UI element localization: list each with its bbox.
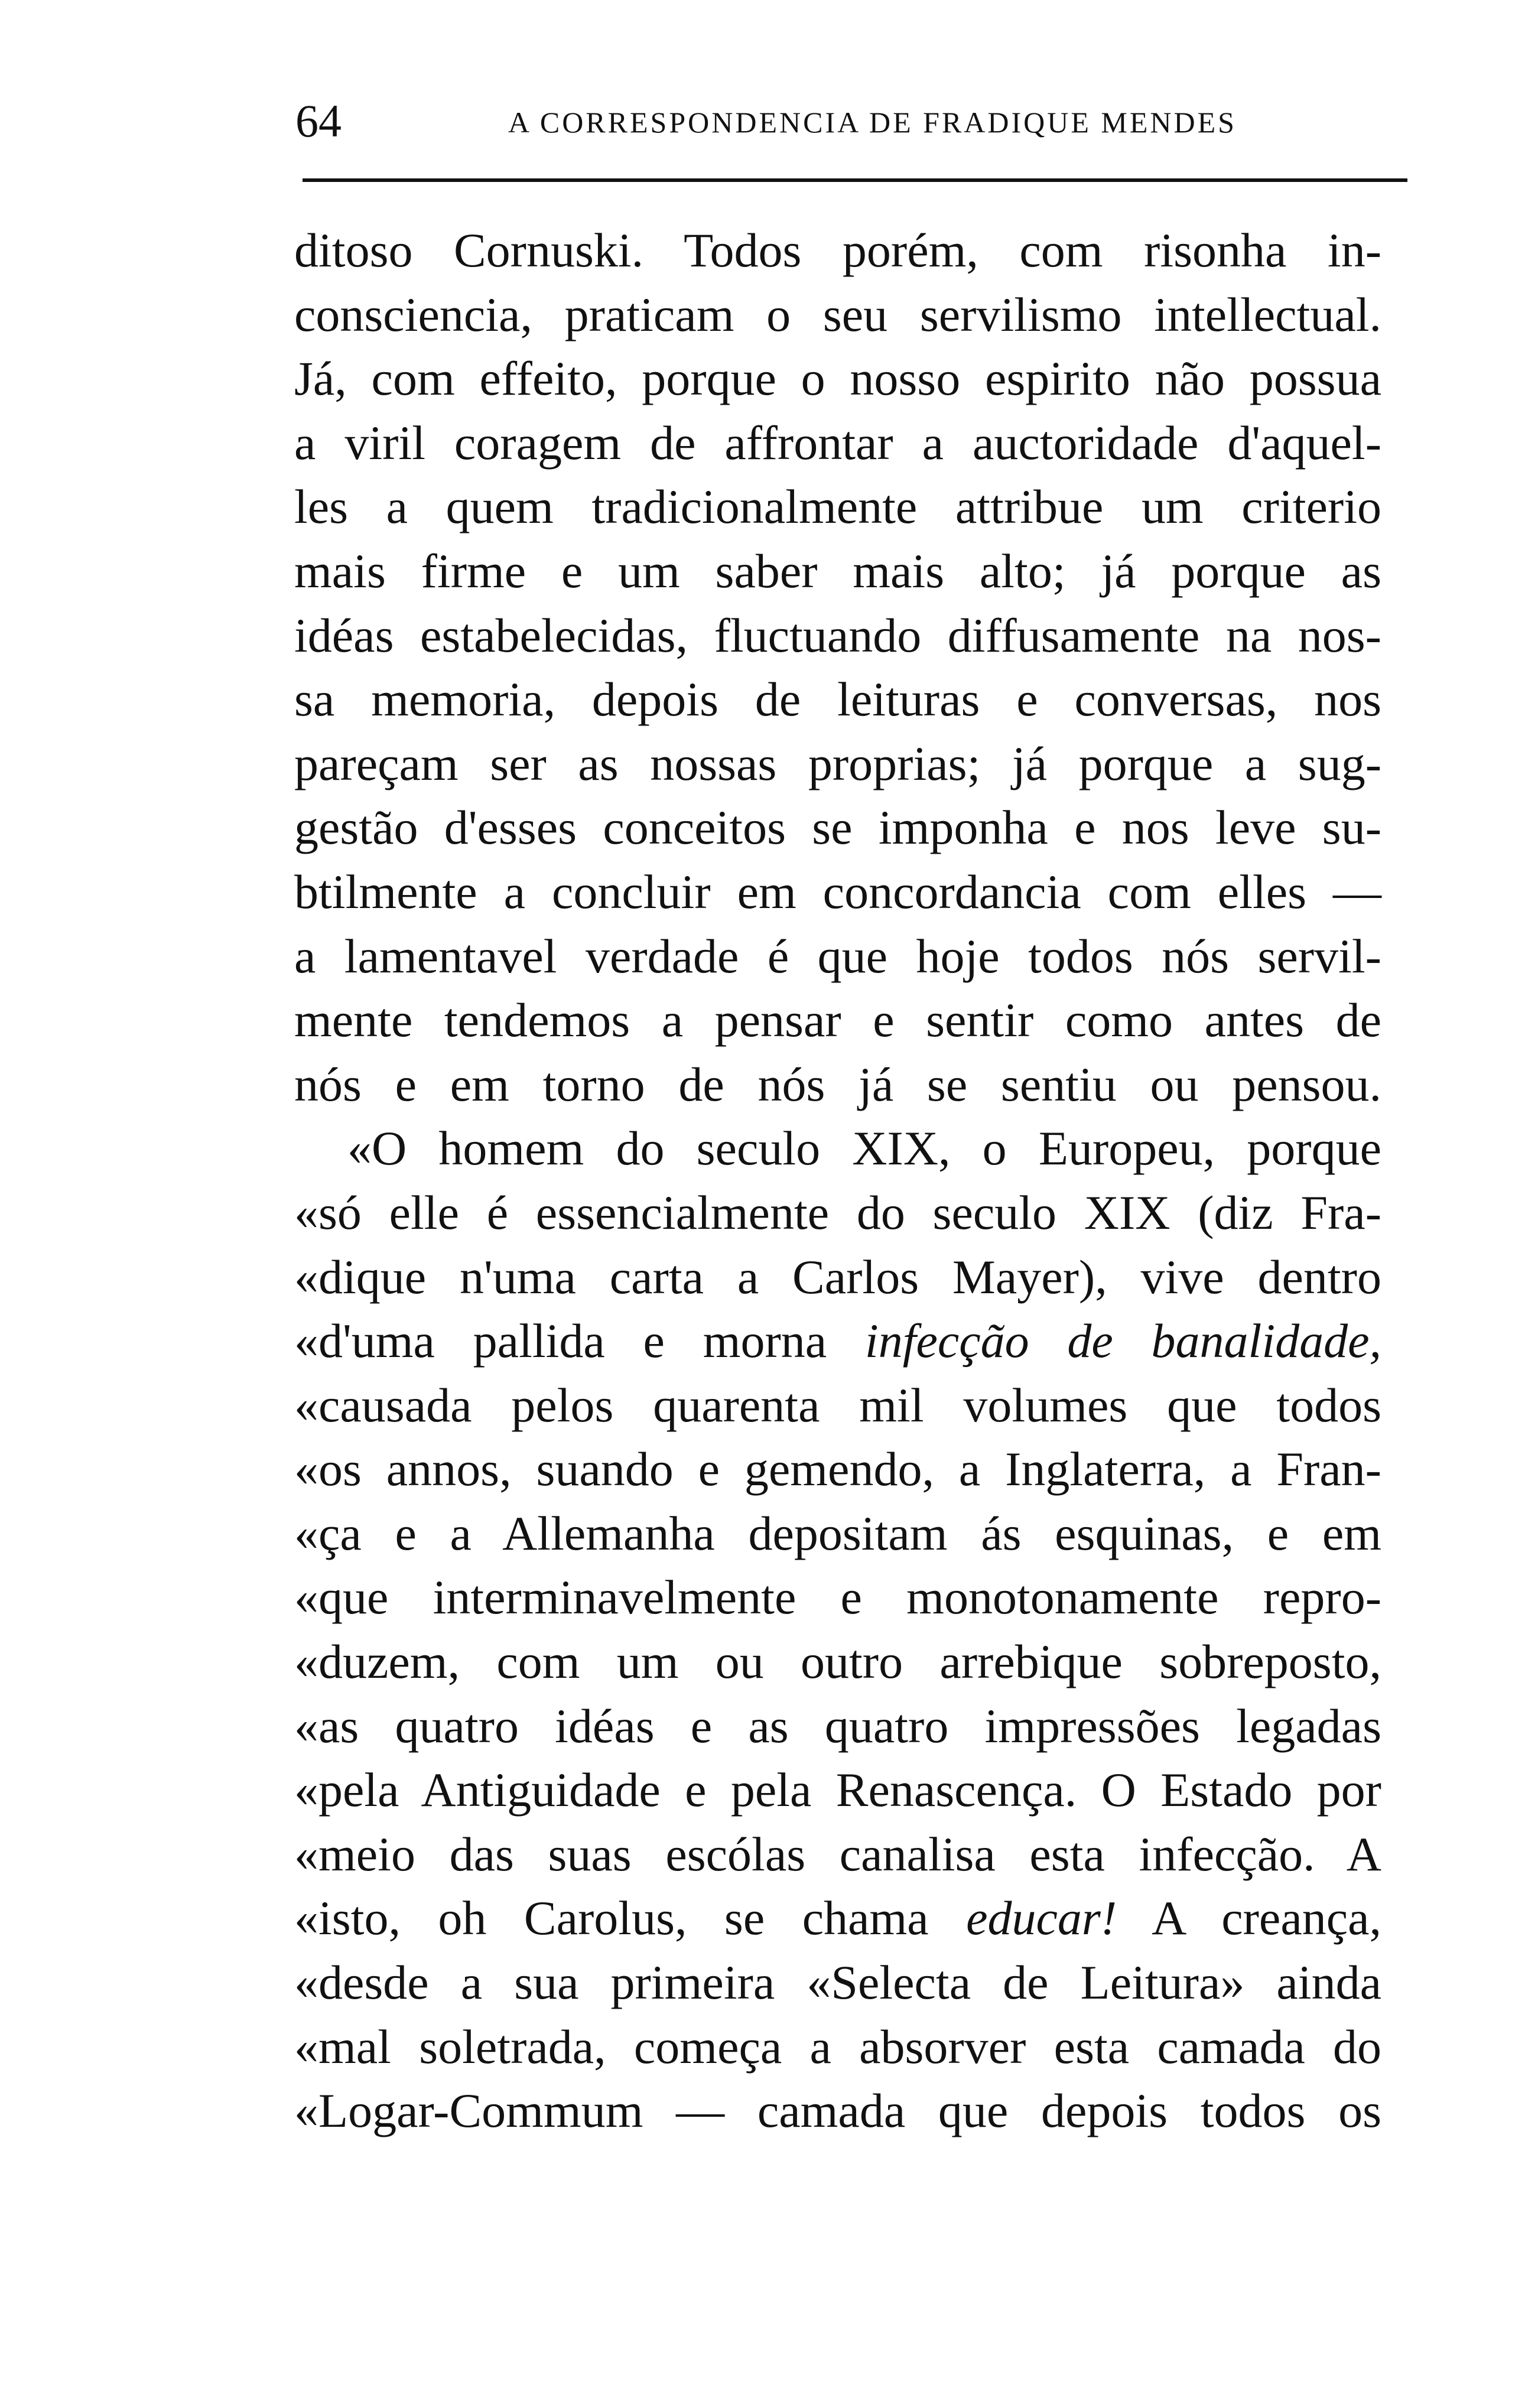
text-segment: «só elle é essencialmente do seculo XIX (diz Fra-: [294, 1185, 1381, 1239]
text-line: [294, 796, 1381, 860]
text-line: [294, 2079, 1381, 2143]
text-segment: «desde a sua primeira «Selecta de Leitura» ainda: [294, 1955, 1381, 2010]
text-segment: «mal soletrada, começa a absorver esta camada do: [294, 2019, 1381, 2074]
text-line: [294, 988, 1381, 1053]
text-segment: «meio das suas escólas canalisa esta infecção. A: [294, 1827, 1381, 1881]
text-line: [294, 732, 1381, 796]
text-segment: «isto, oh Carolus, se chama: [294, 1891, 967, 1945]
text-line: [294, 219, 1381, 283]
italic-text: infecção de banalidade,: [864, 1314, 1381, 1368]
text-line: [294, 283, 1381, 347]
text-line: [294, 1437, 1381, 1502]
text-segment: pareçam ser as nossas proprias; já porque a sug-: [294, 736, 1381, 790]
text-line: [294, 347, 1381, 411]
text-segment: btilmente a concluir em concordancia com elles —: [294, 864, 1381, 919]
italic-text: educar!: [966, 1891, 1117, 1945]
text-segment: a viril coragem de affrontar a auctoridade d'aquel-: [294, 415, 1381, 470]
body-text: [294, 219, 1381, 2143]
text-line: [294, 1245, 1381, 1310]
text-line: [294, 1374, 1381, 1438]
text-line: [294, 1758, 1381, 1823]
text-line: [294, 1566, 1381, 1630]
text-line: [294, 1823, 1381, 1887]
text-segment: «duzem, com um ou outro arrebique sobreposto,: [294, 1635, 1381, 1689]
text-line: [294, 411, 1381, 476]
text-segment: consciencia, praticam o seu servilismo intellectual.: [294, 287, 1381, 341]
text-line: [294, 604, 1381, 668]
text-line: [294, 1181, 1381, 1245]
text-segment: les a quem tradicionalmente attribue um criterio: [294, 480, 1381, 534]
text-line: [294, 539, 1381, 604]
text-segment: Já, com effeito, porque o nosso espirito não possua: [294, 352, 1381, 406]
text-segment: «dique n'uma carta a Carlos Mayer), vive dentro: [294, 1249, 1381, 1304]
text-segment: «que interminavelmente e monotonamente repro-: [294, 1570, 1381, 1625]
header-rule: [303, 178, 1407, 182]
text-line: [294, 1502, 1381, 1566]
text-segment: «Logar-Commum — camada que depois todos os: [294, 2084, 1381, 2138]
running-title: A CORRESPONDENCIA DE FRADIQUE MENDES: [508, 106, 1237, 139]
text-segment: mais firme e um saber mais alto; já porque as: [294, 544, 1381, 598]
text-segment: sa memoria, depois de leituras e conversas, nos: [294, 672, 1381, 727]
text-segment: «O homem do seculo XIX, o Europeu, porque: [347, 1121, 1381, 1176]
text-segment: «d'uma pallida e morna: [294, 1314, 865, 1368]
page-number: 64: [295, 95, 342, 147]
text-segment: ditoso Cornuski. Todos porém, com risonha in-: [294, 223, 1381, 277]
text-line: [294, 925, 1381, 989]
text-segment: nós e em torno de nós já se sentiu ou pensou.: [294, 1057, 1381, 1111]
text-segment: A creança,: [1117, 1891, 1382, 1945]
text-line: [294, 475, 1381, 539]
text-line: [294, 1117, 1381, 1181]
text-line: [294, 1886, 1381, 1951]
text-segment: «causada pelos quarenta mil volumes que todos: [294, 1378, 1381, 1432]
text-segment: «as quatro idéas e as quatro impressões legadas: [294, 1698, 1381, 1753]
text-segment: «ça e a Allemanha depositam ás esquinas, e em: [294, 1506, 1381, 1560]
text-segment: a lamentavel verdade é que hoje todos nós servil-: [294, 929, 1381, 983]
text-line: [294, 2015, 1381, 2080]
text-segment: mente tendemos a pensar e sentir como antes de: [294, 993, 1381, 1047]
text-line: [294, 1951, 1381, 2015]
text-line: [294, 1053, 1381, 1117]
text-line: [294, 1309, 1381, 1374]
text-line: [294, 1630, 1381, 1694]
text-segment: idéas estabelecidas, fluctuando diffusamente na nos-: [294, 608, 1381, 662]
text-line: [294, 1694, 1381, 1759]
text-segment: «pela Antiguidade e pela Renascença. O Estado por: [294, 1763, 1381, 1817]
text-line: [294, 668, 1381, 732]
text-line: [294, 860, 1381, 925]
text-segment: «os annos, suando e gemendo, a Inglaterra, a Fran-: [294, 1442, 1381, 1496]
text-segment: gestão d'esses conceitos se imponha e nos leve su-: [294, 801, 1381, 855]
